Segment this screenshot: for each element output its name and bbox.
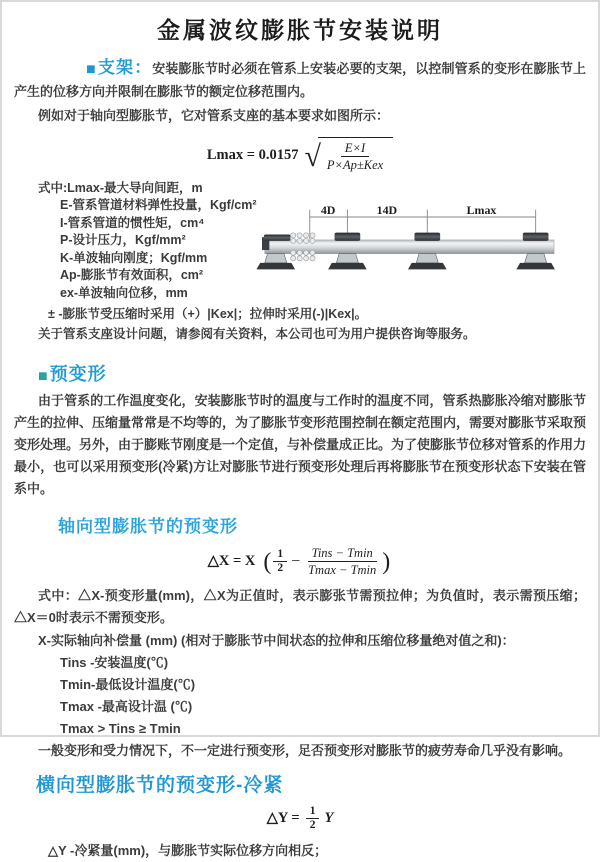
definition-line: Ap-膨胀节有效面积，cm²	[60, 268, 204, 282]
section-marker-icon: ■	[86, 61, 96, 78]
pipe-support-diagram	[262, 180, 588, 291]
variable-definitions	[14, 180, 262, 303]
consult-note: 关于管系支座设计问题，请参阅有关资料，本公司也可为用户提供咨询等服务。	[38, 327, 476, 341]
page-title: 金属波纹膨胀节安装说明	[157, 17, 443, 43]
definitions-and-diagram	[14, 180, 586, 303]
right-paren: )	[382, 548, 391, 575]
lmax-formula	[14, 137, 586, 174]
left-paren: (	[263, 548, 272, 575]
delta-y-explanation: △Y -冷紧量(mm)，与膨胀节实际位移方向相反；	[48, 842, 328, 858]
lmax-formula-lhs: Lmax = 0.0157	[206, 146, 299, 163]
axial-subheading: 轴向型膨胀节的预变形	[58, 517, 238, 536]
delta-y-half-fraction	[306, 805, 320, 832]
one-half-fraction	[273, 548, 287, 575]
pipe-diagram-svg	[262, 204, 588, 286]
predeform-note: 一般变形和受力情况下，不一定进行预变形，足否预变形对膨胀节的疲劳寿命几乎没有影响。	[38, 742, 572, 758]
lateral-subheading: 横向型膨胀节的预变形-冷紧	[36, 774, 284, 796]
radicand	[318, 137, 393, 174]
predeform-section-heading: 预变形	[49, 364, 107, 384]
definition-line: P-设计压力，Kgf/mm²	[60, 233, 186, 247]
definition-line: E-管系管道材料弹性投量，Kgf/cm²	[60, 198, 257, 212]
delta-x-lhs: △X = X	[207, 553, 256, 570]
delta-x-formula	[14, 545, 586, 579]
definition-line: K-单波轴向刚度；Kgf/mm	[60, 250, 208, 265]
delta-y-formula	[14, 805, 586, 832]
lmax-fraction-numerator: E×I	[341, 140, 369, 157]
support-section-heading: 支架：	[97, 58, 153, 77]
dimension-label-lmax: Lmax	[466, 202, 497, 217]
minus-operator: −	[291, 552, 301, 570]
temperature-fraction	[304, 545, 380, 579]
example-paragraph: 例如对于轴向型膨胀节，它对管系支座的基本要求如图所示：	[38, 108, 390, 123]
delta-x-explanation: 式中：△X-预变形量(mm)，△X为正值时，表示膨张节需预拉伸；为负值时，表示需预压缩；△X＝0时表示不需预变形。	[14, 587, 586, 625]
temperature-fraction-numerator: Tins − Tmin	[308, 545, 377, 562]
half-numerator: 1	[273, 548, 287, 562]
support-paragraph	[14, 57, 586, 103]
predeform-paragraph: 由于管系的工作温度变化，安装膨胀节时的温度与工作时的温度不同，管系热膨胀冷缩对膨胀节产生的拉伸、压缩量常常是不均等的，为了膨胀节变形范围控制在额定范围内，需要对膨胀节采取预变形处理。另外，由于膨账节刚度是一个定值，与补偿量成正比。为了使膨胀节位移对管系的作用力最小，也可以采用预变形(冷紧)方让对膨胀节进行预变形处理后再将膨胀节在预变形状态下安装在管系中。	[14, 393, 587, 496]
x-compensation-explanation: X-实际轴向补偿量 (mm) (相对于膨胀节中间状态的拉伸和压缩位移量绝对值之和)：	[38, 632, 515, 648]
temperature-fraction-denominator: Tmax − Tmin	[308, 563, 377, 578]
half-denominator: 2	[277, 562, 284, 575]
plusminus-note: ± -膨胀节受压缩时采用（+）|Kex|；拉伸时采用(-)|Kex|。	[48, 307, 368, 321]
delta-y-rhs: Y	[324, 809, 334, 826]
temp-definition-line: Tmin-最低设计温度(℃)	[60, 676, 196, 692]
definition-line: I-管系管道的惯性矩，cm⁴	[60, 215, 205, 230]
definition-line: ex-单波轴向位移，mm	[60, 285, 188, 300]
delta-y-half-denominator: 2	[309, 818, 316, 831]
definition-line: 式中:Lmax-最大导向间距，m	[38, 180, 203, 195]
dimension-label-14d: 14D	[376, 202, 398, 217]
sqrt-expression	[304, 137, 393, 174]
dimension-label-4d: 4D	[320, 202, 336, 217]
temp-definition-line: Tins -安装温度(℃)	[60, 654, 169, 670]
delta-y-half-numerator: 1	[306, 805, 320, 819]
temp-definition-line: Tmax -最高设计温 (℃)	[60, 698, 193, 714]
delta-y-lhs: △Y =	[266, 809, 300, 826]
lmax-fraction-denominator: P×Ap±Kex	[326, 158, 384, 173]
predeform-section-heading-row	[38, 360, 586, 386]
section-marker-icon: ■	[38, 368, 48, 385]
lmax-fraction	[323, 140, 387, 174]
support-paragraph-text: 安装膨胀节时必须在管系上安装必要的支架，以控制管系的变形在膨胀节上产生的位移方向并限制在膨胀节的额定位移范围内。	[14, 61, 586, 99]
radical-sign: √	[304, 139, 321, 173]
temp-definition-line: Tmax > Tins ≥ Tmin	[60, 720, 181, 736]
